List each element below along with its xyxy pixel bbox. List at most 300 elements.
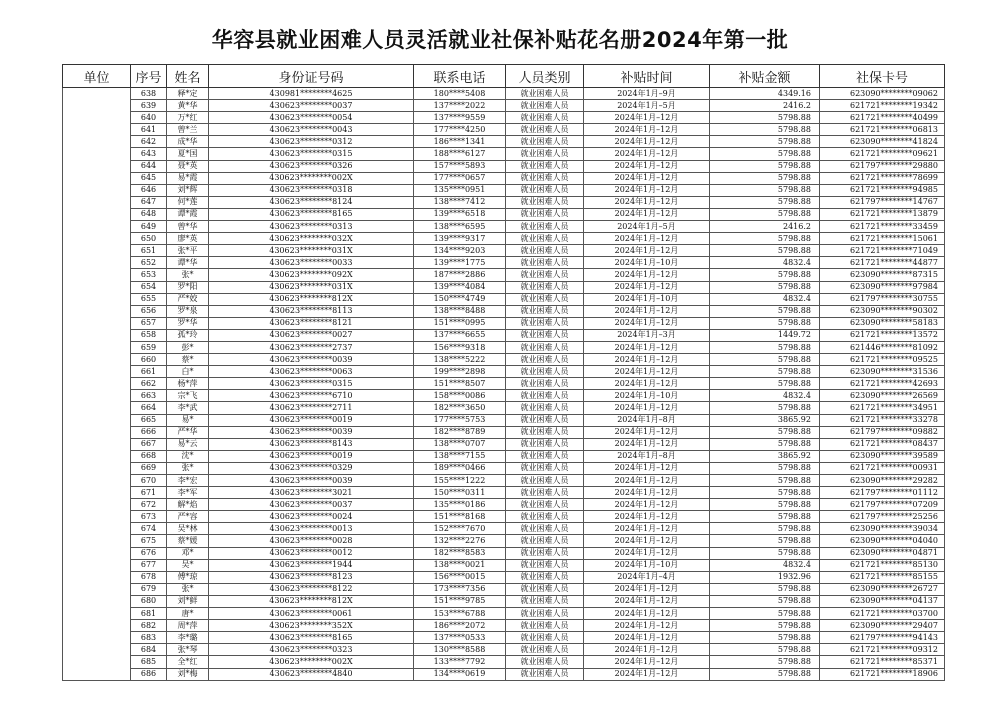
table-row <box>63 136 945 148</box>
id-number-cell: 430623********0318 <box>209 184 414 196</box>
table-row <box>63 354 945 366</box>
category-cell: 就业困难人员 <box>506 511 584 523</box>
table-row <box>63 112 945 124</box>
phone-cell: 138****6595 <box>414 221 506 233</box>
name-cell: 张* <box>167 269 209 281</box>
amount-cell: 5798.88 <box>710 644 820 656</box>
card-number-cell: 621721********40499 <box>820 112 945 124</box>
category-cell: 就业困难人员 <box>506 462 584 474</box>
card-number-cell: 621721********42693 <box>820 378 945 390</box>
seq-cell: 660 <box>131 354 167 366</box>
card-number-cell: 623090********29282 <box>820 475 945 487</box>
category-cell: 就业困难人员 <box>506 148 584 160</box>
id-number-cell: 430623********0024 <box>209 511 414 523</box>
table-row <box>63 88 945 100</box>
name-cell: 严*容 <box>167 511 209 523</box>
phone-cell: 137****6655 <box>414 329 506 341</box>
amount-cell: 4832.4 <box>710 390 820 402</box>
period-cell: 2024年1月–12月 <box>584 305 710 317</box>
category-cell: 就业困难人员 <box>506 184 584 196</box>
table-row <box>63 148 945 160</box>
category-cell: 就业困难人员 <box>506 620 584 632</box>
category-cell: 就业困难人员 <box>506 644 584 656</box>
name-cell: 聂*英 <box>167 160 209 172</box>
id-number-cell: 430623********3021 <box>209 487 414 499</box>
period-cell: 2024年1月–12月 <box>584 608 710 620</box>
name-cell: 易*霞 <box>167 172 209 184</box>
seq-cell: 673 <box>131 511 167 523</box>
table-row <box>63 390 945 402</box>
card-number-cell: 623090********04040 <box>820 535 945 547</box>
period-cell: 2024年1月–12月 <box>584 523 710 535</box>
seq-cell: 670 <box>131 475 167 487</box>
seq-cell: 668 <box>131 450 167 462</box>
table-row <box>63 196 945 208</box>
period-cell: 2024年1月–12月 <box>584 172 710 184</box>
seq-cell: 659 <box>131 341 167 353</box>
seq-cell: 665 <box>131 414 167 426</box>
phone-cell: 186****1341 <box>414 136 506 148</box>
amount-cell: 5798.88 <box>710 136 820 148</box>
name-cell: 傅*琼 <box>167 571 209 583</box>
id-number-cell: 430623********0043 <box>209 124 414 136</box>
phone-cell: 139****6518 <box>414 208 506 220</box>
table-row <box>63 644 945 656</box>
header-row <box>63 65 945 88</box>
period-cell: 2024年1月–10月 <box>584 559 710 571</box>
period-cell: 2024年1月–12月 <box>584 583 710 595</box>
seq-cell: 654 <box>131 281 167 293</box>
table-row <box>63 608 945 620</box>
phone-cell: 186****2072 <box>414 620 506 632</box>
amount-cell: 5798.88 <box>710 269 820 281</box>
card-number-cell: 621721********85371 <box>820 656 945 668</box>
card-number-cell: 621721********09525 <box>820 354 945 366</box>
phone-cell: 139****1775 <box>414 257 506 269</box>
phone-cell: 134****9203 <box>414 245 506 257</box>
phone-cell: 189****0466 <box>414 462 506 474</box>
period-cell: 2024年1月–12月 <box>584 112 710 124</box>
table-row <box>63 632 945 644</box>
col-header-phone: 联系电话 <box>414 65 506 88</box>
table-row <box>63 305 945 317</box>
id-number-cell: 430623********0312 <box>209 136 414 148</box>
amount-cell: 5798.88 <box>710 426 820 438</box>
seq-cell: 671 <box>131 487 167 499</box>
category-cell: 就业困难人员 <box>506 305 584 317</box>
id-number-cell: 430623********0063 <box>209 366 414 378</box>
category-cell: 就业困难人员 <box>506 583 584 595</box>
id-number-cell: 430623********0315 <box>209 148 414 160</box>
seq-cell: 675 <box>131 535 167 547</box>
card-number-cell: 623090********39589 <box>820 450 945 462</box>
period-cell: 2024年1月–12月 <box>584 632 710 644</box>
amount-cell: 5798.88 <box>710 172 820 184</box>
card-number-cell: 623090********09062 <box>820 88 945 100</box>
id-number-cell: 430623********0028 <box>209 535 414 547</box>
category-cell: 就业困难人员 <box>506 233 584 245</box>
name-cell: 刘*辉 <box>167 184 209 196</box>
table-row <box>63 462 945 474</box>
phone-cell: 135****0951 <box>414 184 506 196</box>
category-cell: 就业困难人员 <box>506 160 584 172</box>
id-number-cell: 430623********0037 <box>209 499 414 511</box>
card-number-cell: 623090********26727 <box>820 583 945 595</box>
table-row <box>63 583 945 595</box>
id-number-cell: 430623********812X <box>209 293 414 305</box>
phone-cell: 151****0995 <box>414 317 506 329</box>
category-cell: 就业困难人员 <box>506 523 584 535</box>
seq-cell: 683 <box>131 632 167 644</box>
card-number-cell: 621721********85130 <box>820 559 945 571</box>
period-cell: 2024年1月–12月 <box>584 341 710 353</box>
amount-cell: 5798.88 <box>710 438 820 450</box>
name-cell: 邓* <box>167 547 209 559</box>
col-header-seq: 序号 <box>131 65 167 88</box>
card-number-cell: 621797********07209 <box>820 499 945 511</box>
card-number-cell: 621797********01112 <box>820 487 945 499</box>
id-number-cell: 430623********8121 <box>209 317 414 329</box>
name-cell: 易*云 <box>167 438 209 450</box>
name-cell: 释*定 <box>167 88 209 100</box>
table-body <box>63 88 945 681</box>
seq-cell: 658 <box>131 329 167 341</box>
category-cell: 就业困难人员 <box>506 559 584 571</box>
seq-cell: 685 <box>131 656 167 668</box>
id-number-cell: 430623********8165 <box>209 208 414 220</box>
col-header-subsidy-period: 补贴时间 <box>584 65 710 88</box>
card-number-cell: 621797********94143 <box>820 632 945 644</box>
name-cell: 曾*华 <box>167 221 209 233</box>
id-number-cell: 430623********002X <box>209 172 414 184</box>
amount-cell: 5798.88 <box>710 317 820 329</box>
table-row <box>63 547 945 559</box>
card-number-cell: 621721********71049 <box>820 245 945 257</box>
seq-cell: 682 <box>131 620 167 632</box>
phone-cell: 138****5222 <box>414 354 506 366</box>
amount-cell: 5798.88 <box>710 487 820 499</box>
id-number-cell: 430623********0019 <box>209 450 414 462</box>
seq-cell: 656 <box>131 305 167 317</box>
id-number-cell: 430623********8123 <box>209 571 414 583</box>
phone-cell: 153****6788 <box>414 608 506 620</box>
period-cell: 2024年1月–12月 <box>584 535 710 547</box>
id-number-cell: 430623********8165 <box>209 632 414 644</box>
category-cell: 就业困难人员 <box>506 656 584 668</box>
seq-cell: 686 <box>131 668 167 680</box>
seq-cell: 680 <box>131 595 167 607</box>
period-cell: 2024年1月–10月 <box>584 293 710 305</box>
id-number-cell: 430623********2711 <box>209 402 414 414</box>
name-cell: 蔡* <box>167 354 209 366</box>
seq-cell: 666 <box>131 426 167 438</box>
id-number-cell: 430623********0329 <box>209 462 414 474</box>
seq-cell: 653 <box>131 269 167 281</box>
period-cell: 2024年1月–12月 <box>584 124 710 136</box>
phone-cell: 158****0086 <box>414 390 506 402</box>
id-number-cell: 430623********0323 <box>209 644 414 656</box>
amount-cell: 5798.88 <box>710 499 820 511</box>
id-number-cell: 430623********0013 <box>209 523 414 535</box>
amount-cell: 5798.88 <box>710 196 820 208</box>
id-number-cell: 430623********0019 <box>209 414 414 426</box>
amount-cell: 2416.2 <box>710 221 820 233</box>
category-cell: 就业困难人员 <box>506 269 584 281</box>
col-header-id-number: 身份证号码 <box>209 65 414 88</box>
phone-cell: 139****9317 <box>414 233 506 245</box>
phone-cell: 182****8789 <box>414 426 506 438</box>
card-number-cell: 621721********33459 <box>820 221 945 233</box>
id-number-cell: 430623********8124 <box>209 196 414 208</box>
category-cell: 就业困难人员 <box>506 341 584 353</box>
name-cell: 夏*国 <box>167 148 209 160</box>
id-number-cell: 430623********8143 <box>209 438 414 450</box>
page-title: 华容县就业困难人员灵活就业社保补贴花名册2024年第一批 <box>211 28 789 52</box>
table-row <box>63 329 945 341</box>
id-number-cell: 430623********0315 <box>209 378 414 390</box>
table-row <box>63 245 945 257</box>
amount-cell: 4832.4 <box>710 257 820 269</box>
id-number-cell: 430623********0326 <box>209 160 414 172</box>
phone-cell: 151****8168 <box>414 511 506 523</box>
name-cell: 曾*兰 <box>167 124 209 136</box>
phone-cell: 151****9785 <box>414 595 506 607</box>
period-cell: 2024年1月–12月 <box>584 245 710 257</box>
seq-cell: 677 <box>131 559 167 571</box>
name-cell: 孤*玲 <box>167 329 209 341</box>
phone-cell: 177****4250 <box>414 124 506 136</box>
card-number-cell: 621721********18906 <box>820 668 945 680</box>
period-cell: 2024年1月–8月 <box>584 414 710 426</box>
roster-table <box>62 64 945 681</box>
card-number-cell: 621721********08437 <box>820 438 945 450</box>
period-cell: 2024年1月–10月 <box>584 390 710 402</box>
category-cell: 就业困难人员 <box>506 475 584 487</box>
category-cell: 就业困难人员 <box>506 608 584 620</box>
table-row <box>63 341 945 353</box>
card-number-cell: 621721********03700 <box>820 608 945 620</box>
amount-cell: 5798.88 <box>710 208 820 220</box>
amount-cell: 5798.88 <box>710 124 820 136</box>
seq-cell: 639 <box>131 100 167 112</box>
table-row <box>63 402 945 414</box>
category-cell: 就业困难人员 <box>506 535 584 547</box>
table-row <box>63 656 945 668</box>
amount-cell: 5798.88 <box>710 341 820 353</box>
name-cell: 李*武 <box>167 402 209 414</box>
table-row <box>63 414 945 426</box>
name-cell: 蔡*媛 <box>167 535 209 547</box>
name-cell: 沈* <box>167 450 209 462</box>
seq-cell: 681 <box>131 608 167 620</box>
amount-cell: 5798.88 <box>710 535 820 547</box>
phone-cell: 155****1222 <box>414 475 506 487</box>
seq-cell: 663 <box>131 390 167 402</box>
category-cell: 就业困难人员 <box>506 329 584 341</box>
period-cell: 2024年1月–8月 <box>584 450 710 462</box>
seq-cell: 640 <box>131 112 167 124</box>
name-cell: 成*华 <box>167 136 209 148</box>
category-cell: 就业困难人员 <box>506 378 584 390</box>
table-row <box>63 366 945 378</box>
phone-cell: 157****5893 <box>414 160 506 172</box>
id-number-cell: 430623********032X <box>209 233 414 245</box>
card-number-cell: 623090********58183 <box>820 317 945 329</box>
period-cell: 2024年1月–12月 <box>584 462 710 474</box>
name-cell: 张* <box>167 583 209 595</box>
period-cell: 2024年1月–4月 <box>584 571 710 583</box>
amount-cell: 5798.88 <box>710 305 820 317</box>
name-cell: 唐* <box>167 608 209 620</box>
id-number-cell: 430623********0033 <box>209 257 414 269</box>
table-row <box>63 160 945 172</box>
category-cell: 就业困难人员 <box>506 595 584 607</box>
phone-cell: 138****0021 <box>414 559 506 571</box>
table-row <box>63 208 945 220</box>
card-number-cell: 621446********81092 <box>820 341 945 353</box>
category-cell: 就业困难人员 <box>506 632 584 644</box>
id-number-cell: 430623********6710 <box>209 390 414 402</box>
category-cell: 就业困难人员 <box>506 208 584 220</box>
id-number-cell: 430981********4625 <box>209 88 414 100</box>
id-number-cell: 430623********031X <box>209 281 414 293</box>
amount-cell: 1449.72 <box>710 329 820 341</box>
table-row <box>63 100 945 112</box>
category-cell: 就业困难人员 <box>506 124 584 136</box>
card-number-cell: 623090********31536 <box>820 366 945 378</box>
name-cell: 罗*阳 <box>167 281 209 293</box>
table-row <box>63 475 945 487</box>
period-cell: 2024年1月–12月 <box>584 402 710 414</box>
col-header-card-number: 社保卡号 <box>820 65 945 88</box>
amount-cell: 2416.2 <box>710 100 820 112</box>
seq-cell: 667 <box>131 438 167 450</box>
phone-cell: 182****8583 <box>414 547 506 559</box>
phone-cell: 199****2898 <box>414 366 506 378</box>
table-row <box>63 281 945 293</box>
name-cell: 宗*飞 <box>167 390 209 402</box>
table-row <box>63 668 945 680</box>
id-number-cell: 430623********092X <box>209 269 414 281</box>
period-cell: 2024年1月–5月 <box>584 221 710 233</box>
card-number-cell: 623090********41824 <box>820 136 945 148</box>
category-cell: 就业困难人员 <box>506 366 584 378</box>
amount-cell: 4832.4 <box>710 559 820 571</box>
name-cell: 黄*华 <box>167 100 209 112</box>
card-number-cell: 623090********04871 <box>820 547 945 559</box>
seq-cell: 646 <box>131 184 167 196</box>
amount-cell: 5798.88 <box>710 112 820 124</box>
col-header-subsidy-amount: 补贴金额 <box>710 65 820 88</box>
amount-cell: 4349.16 <box>710 88 820 100</box>
period-cell: 2024年1月–9月 <box>584 88 710 100</box>
amount-cell: 5798.88 <box>710 620 820 632</box>
card-number-cell: 621721********19342 <box>820 100 945 112</box>
table-row <box>63 559 945 571</box>
id-number-cell: 430623********4840 <box>209 668 414 680</box>
period-cell: 2024年1月–12月 <box>584 426 710 438</box>
id-number-cell: 430623********352X <box>209 620 414 632</box>
id-number-cell: 430623********0039 <box>209 354 414 366</box>
phone-cell: 137****2022 <box>414 100 506 112</box>
category-cell: 就业困难人员 <box>506 172 584 184</box>
category-cell: 就业困难人员 <box>506 245 584 257</box>
phone-cell: 134****0619 <box>414 668 506 680</box>
table-row <box>63 595 945 607</box>
name-cell: 谭*霞 <box>167 208 209 220</box>
seq-cell: 678 <box>131 571 167 583</box>
table-row <box>63 317 945 329</box>
seq-cell: 664 <box>131 402 167 414</box>
period-cell: 2024年1月–12月 <box>584 317 710 329</box>
period-cell: 2024年1月–12月 <box>584 354 710 366</box>
seq-cell: 661 <box>131 366 167 378</box>
seq-cell: 647 <box>131 196 167 208</box>
id-number-cell: 430623********8113 <box>209 305 414 317</box>
phone-cell: 152****7670 <box>414 523 506 535</box>
phone-cell: 138****7412 <box>414 196 506 208</box>
name-cell: 刘*鲜 <box>167 595 209 607</box>
id-number-cell: 430623********0054 <box>209 112 414 124</box>
table-row <box>63 184 945 196</box>
name-cell: 刘*梅 <box>167 668 209 680</box>
amount-cell: 3865.92 <box>710 414 820 426</box>
seq-cell: 645 <box>131 172 167 184</box>
amount-cell: 5798.88 <box>710 583 820 595</box>
category-cell: 就业困难人员 <box>506 547 584 559</box>
name-cell: 何*莲 <box>167 196 209 208</box>
seq-cell: 650 <box>131 233 167 245</box>
amount-cell: 5798.88 <box>710 354 820 366</box>
name-cell: 全*红 <box>167 656 209 668</box>
name-cell: 罗*华 <box>167 317 209 329</box>
card-number-cell: 621721********34951 <box>820 402 945 414</box>
col-header-category: 人员类别 <box>506 65 584 88</box>
category-cell: 就业困难人员 <box>506 354 584 366</box>
seq-cell: 638 <box>131 88 167 100</box>
phone-cell: 130****8588 <box>414 644 506 656</box>
period-cell: 2024年1月–12月 <box>584 281 710 293</box>
category-cell: 就业困难人员 <box>506 88 584 100</box>
card-number-cell: 621797********30755 <box>820 293 945 305</box>
table-row <box>63 438 945 450</box>
card-number-cell: 621721********44877 <box>820 257 945 269</box>
seq-cell: 684 <box>131 644 167 656</box>
category-cell: 就业困难人员 <box>506 221 584 233</box>
amount-cell: 5798.88 <box>710 632 820 644</box>
col-header-unit: 单位 <box>63 65 131 88</box>
period-cell: 2024年1月–3月 <box>584 329 710 341</box>
amount-cell: 5798.88 <box>710 523 820 535</box>
category-cell: 就业困难人员 <box>506 487 584 499</box>
name-cell: 张*琴 <box>167 644 209 656</box>
phone-cell: 150****4749 <box>414 293 506 305</box>
phone-cell: 187****2886 <box>414 269 506 281</box>
amount-cell: 4832.4 <box>710 293 820 305</box>
amount-cell: 5798.88 <box>710 366 820 378</box>
phone-cell: 177****5753 <box>414 414 506 426</box>
period-cell: 2024年1月–12月 <box>584 184 710 196</box>
category-cell: 就业困难人员 <box>506 257 584 269</box>
period-cell: 2024年1月–12月 <box>584 148 710 160</box>
table-row <box>63 269 945 281</box>
card-number-cell: 621721********13572 <box>820 329 945 341</box>
name-cell: 谭*华 <box>167 257 209 269</box>
period-cell: 2024年1月–12月 <box>584 668 710 680</box>
phone-cell: 156****0015 <box>414 571 506 583</box>
phone-cell: 151****8507 <box>414 378 506 390</box>
id-number-cell: 430623********0039 <box>209 475 414 487</box>
